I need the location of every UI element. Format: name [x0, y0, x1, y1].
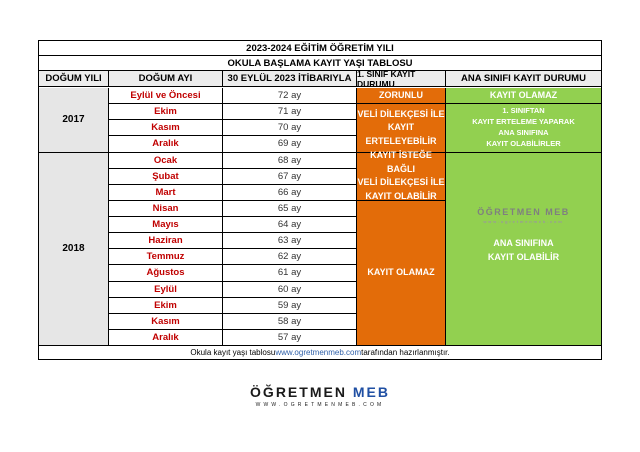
first-grade-not-allowed: KAYIT OLAMAZ: [357, 201, 446, 346]
age-cell: 61 ay: [223, 265, 357, 281]
age-cell: 59 ay: [223, 298, 357, 314]
watermark-logo-a: ÖĞRETMEN: [477, 206, 542, 217]
brand-logo-a: ÖĞRETMEN: [250, 384, 347, 400]
birth-month-cell: Nisan: [109, 201, 223, 217]
watermark-logo: [477, 206, 570, 220]
birth-month-cell: Temmuz: [109, 249, 223, 265]
header-first-grade: 1. SINIF KAYIT DURUMU: [357, 71, 446, 86]
birth-month-cell: Şubat: [109, 169, 223, 185]
kindergarten-defer-line-1: 1. SINIFTAN: [502, 106, 545, 116]
header-age-date: 30 EYLÜL 2023 İTİBARIYLA: [223, 71, 357, 86]
kindergarten-defer-line-2: KAYIT ERTELEME YAPARAK: [472, 116, 575, 126]
footer-text-before: Okula kayıt yaşı tablosu: [190, 347, 276, 357]
first-grade-optional: [357, 150, 446, 201]
age-cell: 62 ay: [223, 249, 357, 265]
table-subtitle: OKULA BAŞLAMA KAYIT YAŞI TABLOSU: [39, 56, 601, 71]
brand-logo-block: [0, 384, 640, 408]
watermark-logo-b: MEB: [545, 206, 570, 217]
birth-month-cell: Aralık: [109, 136, 223, 152]
age-cell: 70 ay: [223, 120, 357, 136]
brand-logo: [0, 384, 640, 400]
brand-url: WWW.OGRETMENMEB.COM: [255, 402, 385, 408]
watermark-url: www.ogretmenmeb.com: [483, 219, 564, 224]
kindergarten-defer-line-3: ANA SINIFINA: [498, 127, 549, 137]
header-birth-month: DOĞUM AYI: [109, 71, 223, 86]
year-cell-2018: 2018: [39, 153, 109, 347]
footer-note: [39, 345, 601, 359]
age-cell: 66 ay: [223, 185, 357, 201]
age-cell: 64 ay: [223, 217, 357, 233]
first-grade-defer: [357, 104, 446, 152]
header-row: [39, 68, 601, 89]
age-cell: 65 ay: [223, 201, 357, 217]
first-grade-optional-line-2: VELİ DİLEKÇESİ İLE: [357, 177, 445, 188]
kindergarten-defer: [446, 104, 601, 152]
age-cell: 63 ay: [223, 233, 357, 249]
first-grade-optional-line-1: KAYIT İSTEĞE BAĞLI: [370, 150, 432, 174]
kindergarten-allowed-line-1: ANA SINIFINA: [493, 238, 554, 248]
birth-month-cell: Ocak: [109, 153, 223, 169]
age-cell: 68 ay: [223, 153, 357, 169]
footer-text-after: tarafından hazırlanmıştır.: [361, 347, 450, 357]
birth-month-cell: Ağustos: [109, 265, 223, 281]
birth-month-cell: Ekim: [109, 104, 223, 120]
watermark: [477, 206, 570, 226]
header-birth-year: DOĞUM YILI: [39, 71, 109, 86]
age-cell: 71 ay: [223, 104, 357, 120]
header-kindergarten: ANA SINIFI KAYIT DURUMU: [461, 73, 586, 84]
age-cell: 57 ay: [223, 330, 357, 346]
kindergarten-allowed: [446, 153, 601, 347]
age-cell: 72 ay: [223, 88, 357, 104]
birth-month-cell: Eylül: [109, 282, 223, 298]
year-cell-2017: 2017: [39, 88, 109, 153]
first-grade-optional-line-3: KAYIT OLABİLİR: [365, 190, 437, 201]
footer-link[interactable]: www.ogretmenmeb.com: [275, 347, 362, 357]
age-cell: 60 ay: [223, 282, 357, 298]
birth-month-cell: Eylül ve Öncesi: [109, 88, 223, 104]
age-cell: 67 ay: [223, 169, 357, 185]
birth-month-cell: Mart: [109, 185, 223, 201]
birth-month-cell: Kasım: [109, 120, 223, 136]
first-grade-mandatory: ZORUNLU: [357, 88, 446, 104]
age-cell: 69 ay: [223, 136, 357, 152]
first-grade-defer-line-1: VELİ DİLEKÇESİ İLE: [357, 108, 445, 119]
table-title: 2023-2024 EĞİTİM ÖĞRETİM YILI: [39, 41, 601, 56]
kindergarten-allowed-line-2: KAYIT OLABİLİR: [487, 251, 560, 262]
kindergarten-not-allowed: KAYIT OLAMAZ: [446, 88, 601, 104]
table-body: [39, 88, 601, 346]
birth-month-cell: Mayıs: [109, 217, 223, 233]
birth-month-cell: Ekim: [109, 298, 223, 314]
birth-month-cell: Haziran: [109, 233, 223, 249]
birth-month-cell: Aralık: [109, 330, 223, 346]
first-grade-defer-line-2: KAYIT ERTELEYEBİLİR: [365, 122, 437, 146]
age-cell: 58 ay: [223, 314, 357, 330]
kindergarten-defer-line-4: KAYIT OLABİLİRLER: [486, 138, 561, 148]
birth-month-cell: Kasım: [109, 314, 223, 330]
age-table: [38, 40, 602, 360]
brand-logo-b: MEB: [352, 384, 390, 400]
